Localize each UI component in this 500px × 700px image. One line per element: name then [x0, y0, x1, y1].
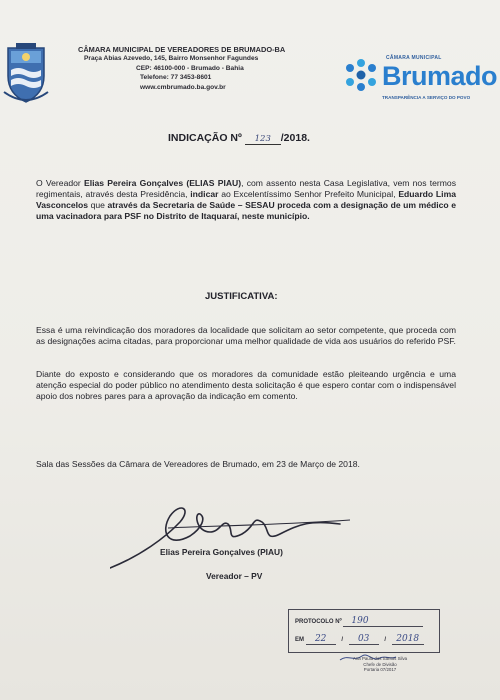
- p1-text-e: ao Excelentíssimo Senhor Prefeito Municipal,: [218, 188, 399, 199]
- indication-number: 123: [245, 134, 281, 145]
- protocol-number: 190: [351, 616, 369, 626]
- brumado-mark-icon: [342, 58, 380, 92]
- stamp-officer: Ana Paula dos Santos Silva: [352, 656, 408, 661]
- protocol-date-row: EM 22 / 03 / 2018: [295, 634, 424, 645]
- logo-wordmark: Brumado: [382, 61, 498, 91]
- p1-text-g: que: [88, 199, 108, 210]
- justification-paragraph-1: Essa é uma reivindicação dos moradores da localidade que solicitam ao setor competente, que proceda com as designações acima citadas, para proporcionar uma melhor qualidade de vida aos usuários do referido PSF.: [36, 325, 456, 346]
- intro-paragraph: [36, 178, 456, 222]
- protocol-line: [343, 616, 423, 627]
- brumado-logo: [342, 52, 500, 108]
- date-label: EM: [295, 637, 304, 643]
- justification-heading: JUSTIFICATIVA:: [205, 291, 278, 302]
- protocol-row: [295, 616, 423, 627]
- councilor-name: Elias Pereira Gonçalves (ELIAS PIAU): [84, 178, 242, 188]
- mayor-name: Eduardo Lima Vasconcelos: [36, 188, 456, 210]
- letterhead-address: Praça Abias Azevedo, 145, Bairro Monsenhor Fagundes: [84, 55, 259, 63]
- p1-text-a: O Vereador: [36, 178, 84, 188]
- letterhead-org: CÂMARA MUNICIPAL DE VEREADORES DE BRUMADO-BA: [78, 45, 286, 54]
- stamp-footer: [330, 656, 430, 673]
- handwritten-signature: [110, 498, 360, 570]
- stamp-ordinance: Portaria 07/2017: [363, 667, 397, 673]
- year-line: [392, 634, 424, 645]
- coat-of-arms-icon: [2, 42, 50, 106]
- justification-paragraph-2: Diante do exposto e considerando que os moradores da comunidade estão pleiteando urgência e uma atenção especial do poder público no atendimento desta solicitação é que espero contar com o indispensável apoio dos nobres pares para a aprovação da indicação em comento.: [36, 369, 456, 401]
- letterhead-cep: CEP: 46100-000 - Brumado - Bahia: [136, 64, 244, 72]
- protocol-stamp: [288, 609, 440, 653]
- signer-role: Vereador – PV: [206, 571, 263, 581]
- p1-request: através da Secretaria de Saúde – SESAU proceda com a designação de um médico e uma vacinadora para PSF no Distrito de Itaquaraí, neste município.: [36, 199, 456, 221]
- logo-caption: CÂMARA MUNICIPAL: [386, 55, 442, 61]
- month-line: [349, 634, 379, 645]
- protocol-year: 2018: [396, 634, 420, 644]
- protocol-day: 22: [314, 634, 327, 644]
- letterhead-web: www.cmbrumado.ba.gov.br: [140, 83, 226, 91]
- signer-name: Elias Pereira Gonçalves (PIAU): [160, 547, 283, 557]
- title-suffix: /2018.: [280, 132, 310, 144]
- document-title: [168, 132, 310, 145]
- session-date-line: Sala das Sessões da Câmara de Vereadores de Brumado, em 23 de Março de 2018.: [36, 459, 360, 469]
- title-prefix: INDICAÇÃO Nº: [168, 132, 242, 144]
- protocol-month: 03: [357, 634, 370, 644]
- p1-indicate: indicar: [190, 188, 219, 199]
- letterhead: [78, 45, 328, 92]
- protocol-label: PROTOCOLO Nº: [295, 619, 342, 625]
- day-line: [306, 634, 336, 645]
- letterhead-phone: Telefone: 77 3453-8601: [140, 74, 212, 82]
- logo-tagline: TRANSPARÊNCIA A SERVIÇO DO POVO: [382, 95, 471, 100]
- p1-text-c: , com assento nesta Casa Legislativa, vem nos termos regimentais, através desta Presidência,: [36, 178, 456, 199]
- stamp-officer-role: Chefe de Divisão: [363, 661, 397, 667]
